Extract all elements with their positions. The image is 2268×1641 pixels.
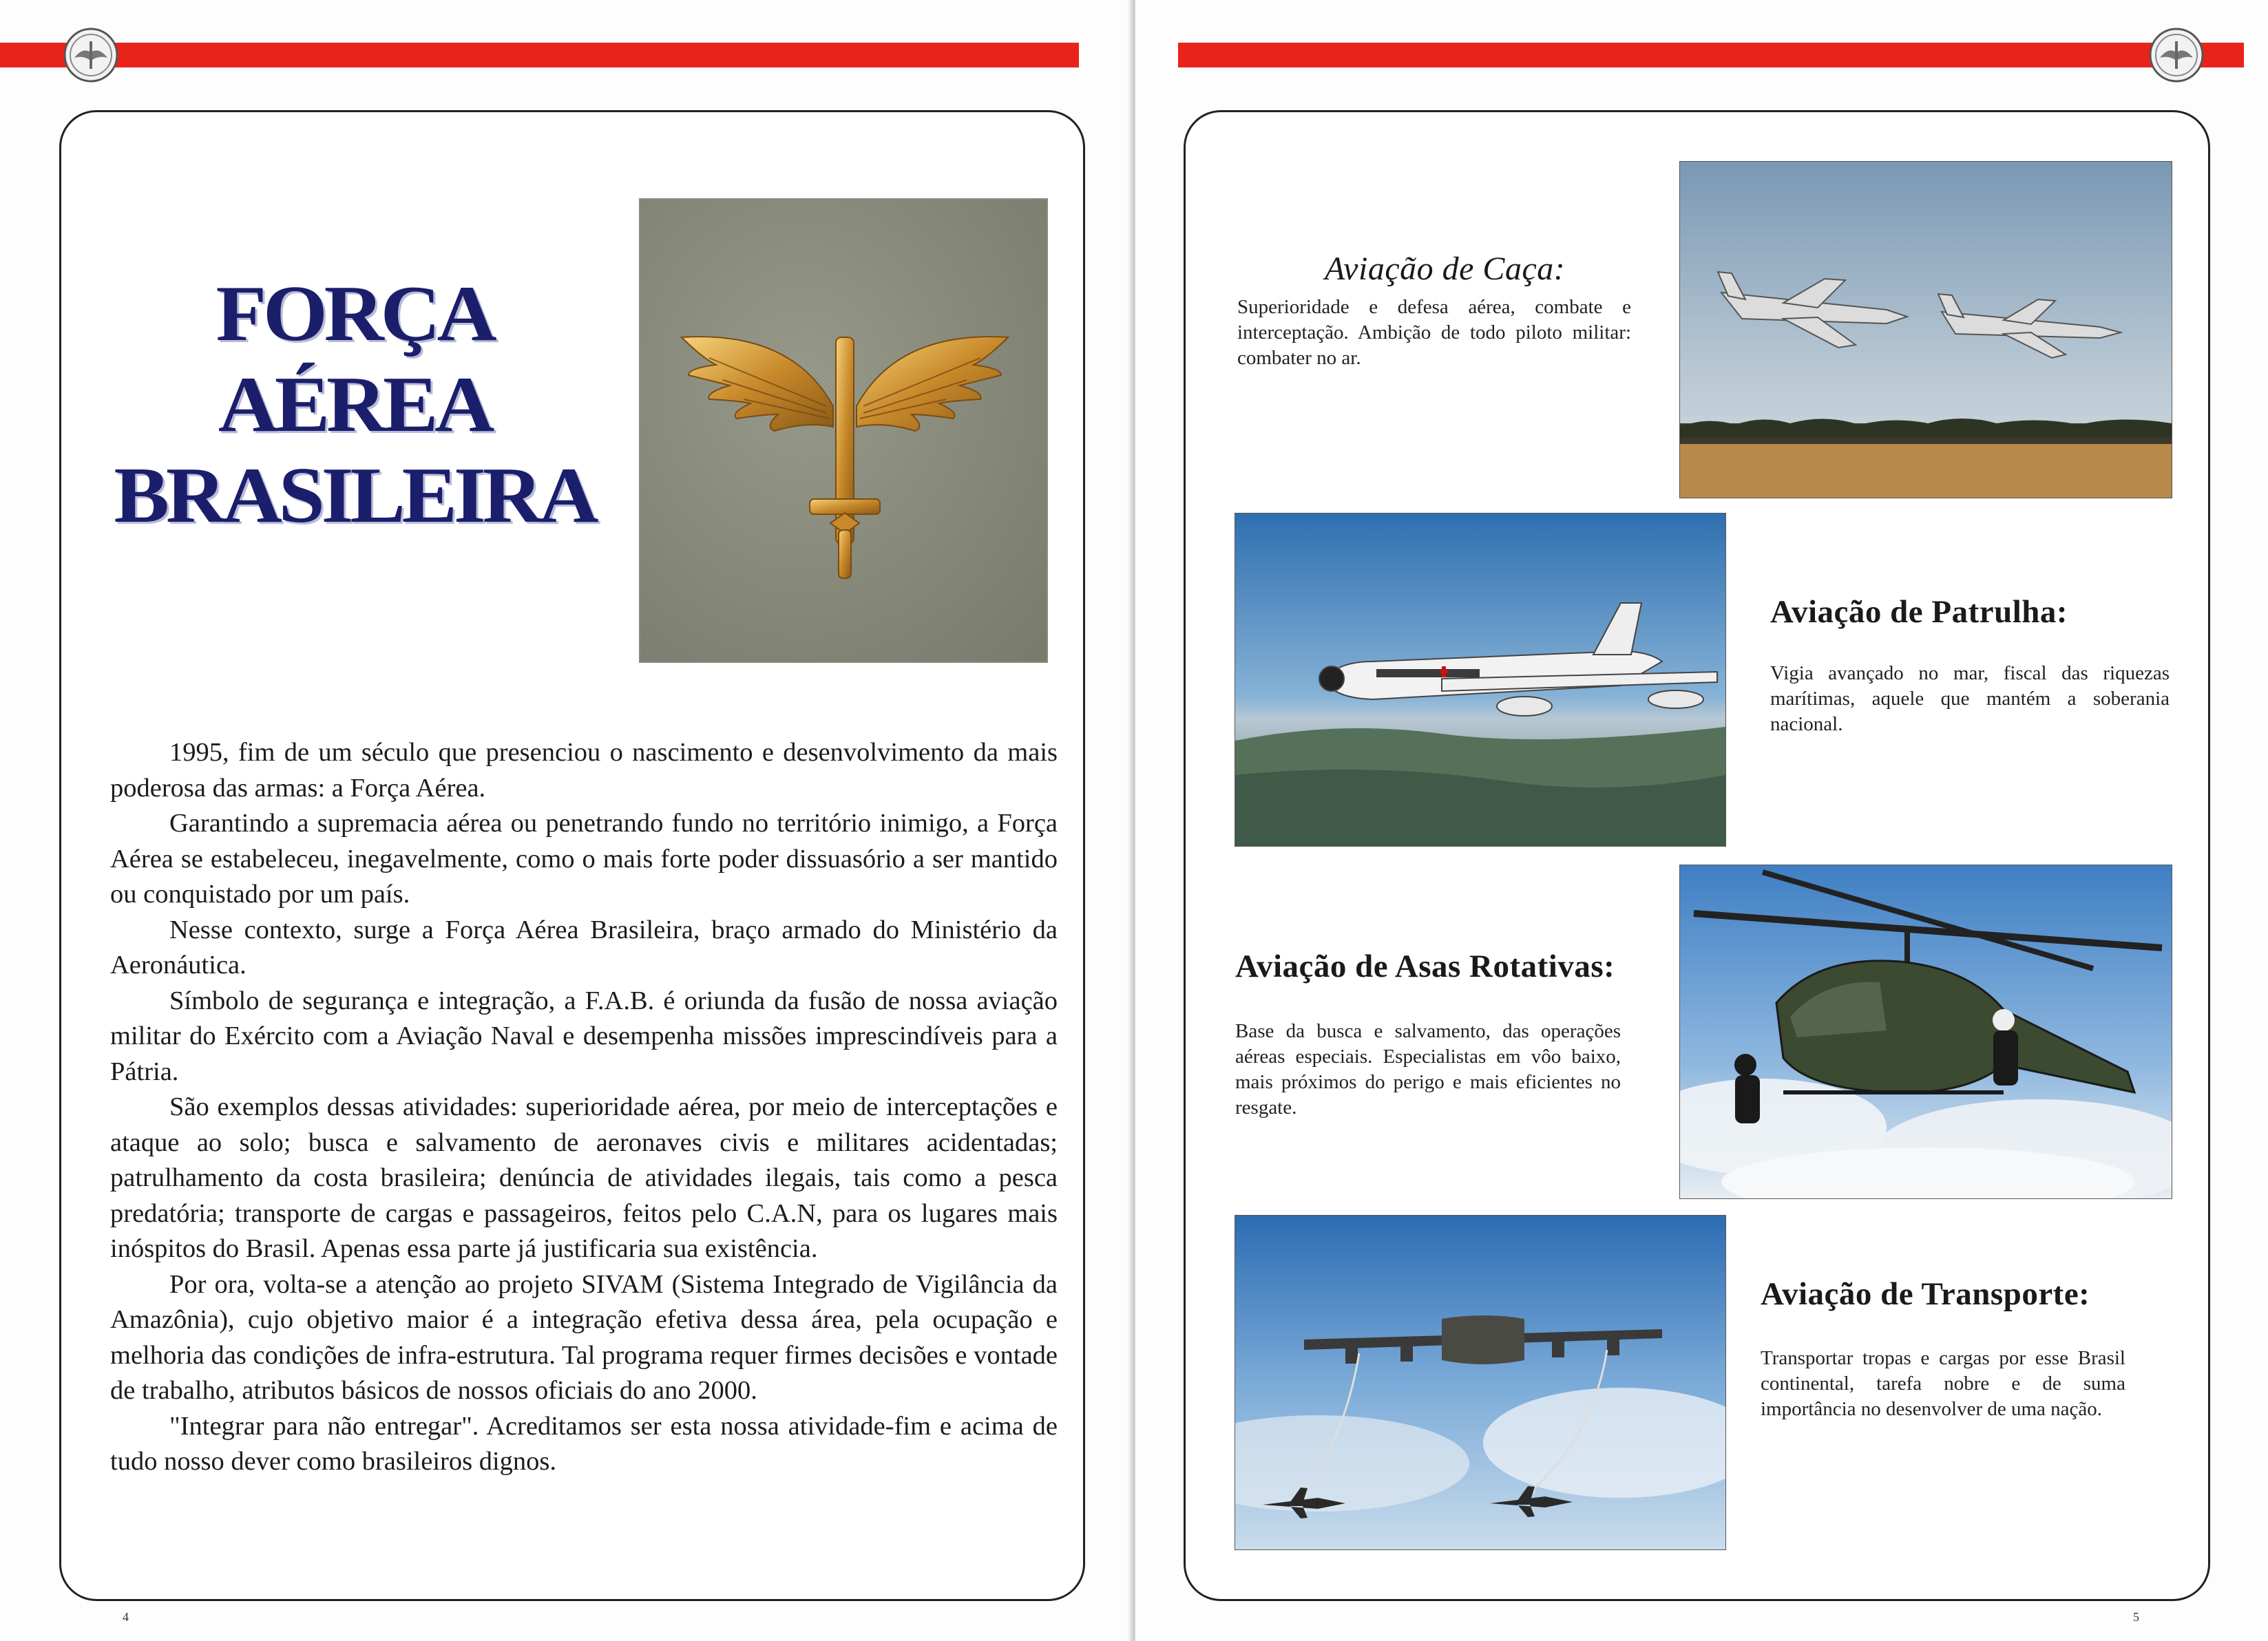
header-red-bar [0, 43, 1079, 67]
page-number-right: 5 [2133, 1610, 2139, 1624]
helicopter-photo [1679, 865, 2172, 1199]
section-text-patrulha: Vigia avançado no mar, fiscal das riquezas marítimas, aquele que mantém a soberania nacional. [1770, 662, 2170, 735]
right-page [1135, 0, 2268, 1641]
paragraph-7: "Integrar para não entregar". Acreditamos ser esta nossa atividade-fim e acima de tudo nosso dever como brasileiros dignos. [110, 1411, 1058, 1476]
section-title-caca: Aviação de Caça: [1325, 251, 1566, 287]
paragraph-1: 1995, fim de um século que presenciou o nascimento e desenvolvimento da mais poderosa das armas: a Força Aérea. [110, 738, 1058, 803]
paragraph-5: São exemplos dessas atividades: superioridade aérea, por meio de interceptações e ataque ao solo; busca e salvamento de aeronaves civis e militares acidentadas; patrulhamento da costa brasileira; denúncia de atividades ilegais, tais como a pesca predatória; transporte de cargas e passageiros, feitos pelo C.A.N, para os lugares mais inóspitos do Brasil. Apenas essa parte já justificaria sua existência. [110, 1092, 1058, 1263]
patrol-aircraft-photo [1235, 513, 1726, 847]
paragraph-4: Símbolo de segurança e integração, a F.A.B. é oriunda da fusão de nossa aviação militar do Exército com a Aviação Naval e desempenha missões imprescindíveis para a Pátria. [110, 986, 1058, 1086]
title-line-2: AÉREA [218, 361, 492, 449]
left-page [0, 0, 1133, 1641]
emblem-icon [2148, 26, 2205, 84]
fighter-jets-photo [1679, 161, 2172, 498]
title-line-1: FORÇA [216, 270, 494, 358]
emblem-icon [62, 26, 120, 84]
section-title-transporte: Aviação de Transporte: [1761, 1276, 2090, 1312]
section-text-transporte: Transportar tropas e cargas por esse Brasil continental, tarefa nobre e de suma importância no desenvolver de uma nação. [1761, 1347, 2125, 1420]
section-text-asas-rotativas: Base da busca e salvamento, das operações aéreas especiais. Especialistas em vôo baixo, mais próximos do perigo e mais eficientes no resgate. [1235, 1020, 1621, 1119]
paragraph-6: Por ora, volta-se a atenção ao projeto SIVAM (Sistema Integrado de Vigilância da Amazônia), cujo objetivo maior é a integração efetiva dessa área, pela ocupação e melhoria das condições de infra-estrutura. Tal programa requer firmes decisões e vontade de trabalho, atributos básicos de nossos oficiais do ano 2000. [110, 1269, 1058, 1405]
fab-insignia-photo [639, 198, 1048, 663]
paragraph-2: Garantindo a supremacia aérea ou penetrando fundo no território inimigo, a Força Aérea se estabeleceu, inegavelmente, como o mais forte poder dissuasório a ser mantido ou conquistado por um país. [110, 809, 1058, 909]
page-number-left: 4 [123, 1610, 129, 1624]
page-title [54, 268, 655, 541]
section-title-asas-rotativas: Aviação de Asas Rotativas: [1235, 949, 1615, 984]
header-red-bar [1178, 43, 2244, 67]
paragraph-3: Nesse contexto, surge a Força Aérea Brasileira, braço armado do Ministério da Aeronáutica. [110, 915, 1058, 980]
section-title-patrulha: Aviação de Patrulha: [1770, 594, 2068, 630]
section-text-caca: Superioridade e defesa aérea, combate e interceptação. Ambição de todo piloto militar: combater no ar. [1237, 296, 1631, 369]
wings-sword-icon [640, 200, 1048, 663]
air-refueling-photo [1235, 1215, 1726, 1550]
article-body [110, 735, 1058, 1480]
title-line-3: BRASILEIRA [114, 452, 596, 540]
